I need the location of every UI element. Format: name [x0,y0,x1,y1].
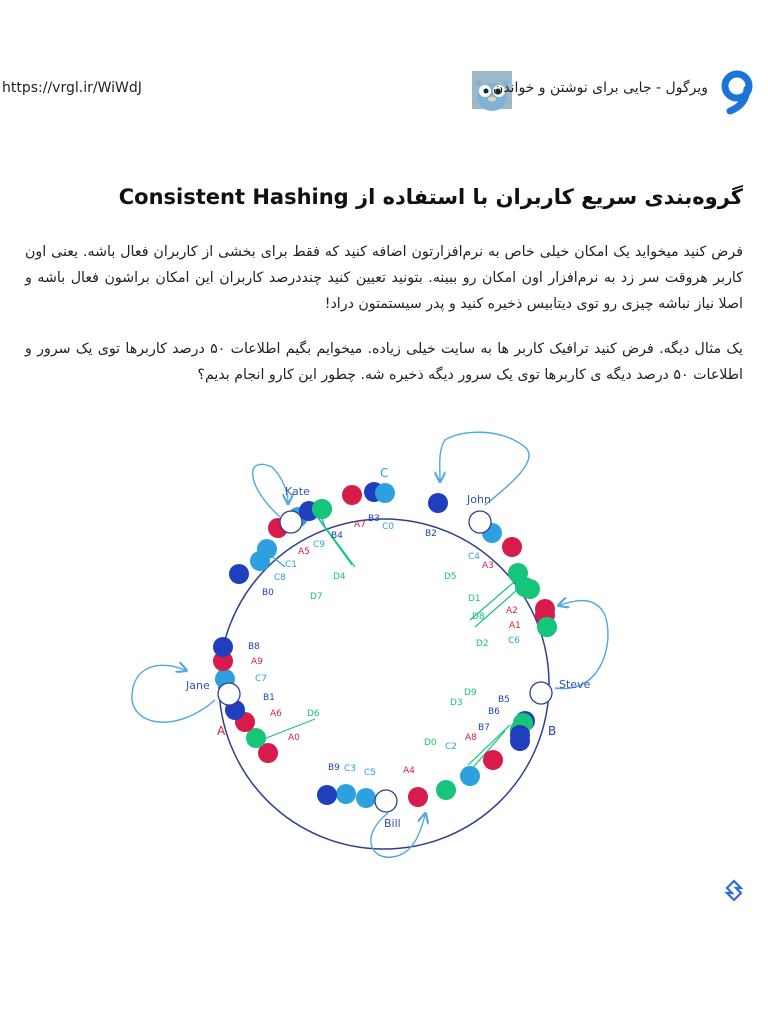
server-group-label: C [380,466,389,480]
kate-loop-arrow [253,464,288,517]
hash-node-label: C8 [274,573,287,583]
hash-node-a8 [483,750,503,770]
hash-node-label: B6 [488,707,500,717]
hash-node-label: C5 [364,768,377,778]
hash-node-d7 [312,499,332,519]
server-kate-node [280,511,302,533]
hash-node-label: D4 [333,572,346,582]
server-label: John [467,493,491,506]
hash-node-b8 [213,637,233,657]
hash-node-label: B9 [328,763,340,773]
hash-node-c1 [257,539,277,559]
hash-node-label: D3 [450,698,463,708]
hash-node-label: A4 [403,766,415,776]
hash-node-b0 [229,564,249,584]
article-title: گروه‌بندی سریع کاربران با استفاده از Consistent Hashing [118,185,743,209]
server-label: Jane [186,679,210,692]
server-bill-node [375,790,397,812]
steve-loop-arrow [555,601,608,689]
server-label: Bill [384,817,401,830]
server-john-node [469,511,491,533]
source-url[interactable]: https://vrgl.ir/WiWdJ [2,80,142,96]
hash-node-label: C7 [255,674,268,684]
consistent-hashing-diagram [20,405,748,895]
hash-node-label: D5 [444,572,457,582]
hash-node-label: D0 [424,738,437,748]
server-jane-node [218,683,240,705]
hash-node-label: C2 [445,742,458,752]
hash-node-label: C1 [285,560,298,570]
hash-node-label: A9 [251,657,263,667]
article-paragraph-1: فرض کنید میخواید یک امکان خیلی خاص به نرم‌افزارتون اضافه کنید که فقط برای بخشی از کاربران فعال باشه. یعنی اون کاربر هروقت سر زد به نرم‌افزار اون امکان رو ببینه. بتونید تعیین کنید چنددرصد کاربران این امکان براشون فعال باشه و اصلا نیاز نباشه چیزی رو توی دیتابیس ذخیره کنید و پدر سیستمتون دراد! [25,244,743,312]
hash-node-a7 [342,485,362,505]
server-group-label: A [217,724,226,738]
hash-node-label: C3 [344,764,357,774]
hash-node-label: B7 [478,723,490,733]
hash-node-label: C6 [508,636,521,646]
hash-node-label: B4 [331,531,343,541]
hash-node-label: B2 [425,529,437,539]
article-paragraph-2: یک مثال دیگه. فرض کنید ترافیک کاربر ها به سایت خیلی زیاده. میخوایم بگیم اطلاعات ۵۰ درصد کاربرها توی یک سرور و اطلاعات ۵۰ درصد دیگه ی کاربرها توی یک سرور دیگه ذخیره شه. چطور این کارو انجام بدیم؟ [25,341,743,383]
hash-node-d8 [520,579,540,599]
server-steve-node [530,682,552,704]
hash-node-label: A1 [509,621,521,631]
server-group-label: B [548,724,557,738]
hash-node-label: D9 [464,688,477,698]
virgool-logo-icon[interactable] [720,71,754,113]
hash-node-label: A8 [465,733,477,743]
site-brand-text[interactable]: ویرگول - جایی برای نوشتن و خواندن [493,80,708,96]
hash-node-d2 [537,617,557,637]
hash-node-b9 [317,785,337,805]
hash-node-label: A6 [270,709,282,719]
hash-node-c3 [336,784,356,804]
hash-node-label: C0 [382,522,395,532]
hash-node-c5 [356,788,376,808]
hash-node-label: B3 [368,514,380,524]
hash-node-label: A5 [298,547,310,557]
hash-node-label: B5 [498,695,510,705]
toptal-logo-icon [722,878,746,902]
hash-node-label: A7 [354,520,366,530]
hash-node-label: A2 [506,606,518,616]
hash-node-label: D6 [307,709,320,719]
server-label: Kate [285,485,310,498]
hash-node-c0 [375,483,395,503]
hash-node-label: D7 [310,592,323,602]
hash-node-d0 [436,780,456,800]
hash-node-label: D1 [468,594,481,604]
hash-node-label: B1 [263,693,275,703]
hash-node-b2 [428,493,448,513]
hash-node-label: B8 [248,642,260,652]
hash-node-label: B0 [262,588,274,598]
hash-node-label: A3 [482,561,494,571]
hash-node-label: C9 [313,540,326,550]
hash-node-label: D2 [476,639,489,649]
hash-node-c2 [460,766,480,786]
hash-node-a4 [408,787,428,807]
hash-node-label: A0 [288,733,300,743]
hash-node-label: D8 [472,612,485,622]
hash-node-label: C4 [468,552,481,562]
hash-node-a3 [502,537,522,557]
hash-node-b7 [510,731,530,751]
server-label: Steve [559,678,591,691]
jane-loop-arrow [132,665,215,722]
